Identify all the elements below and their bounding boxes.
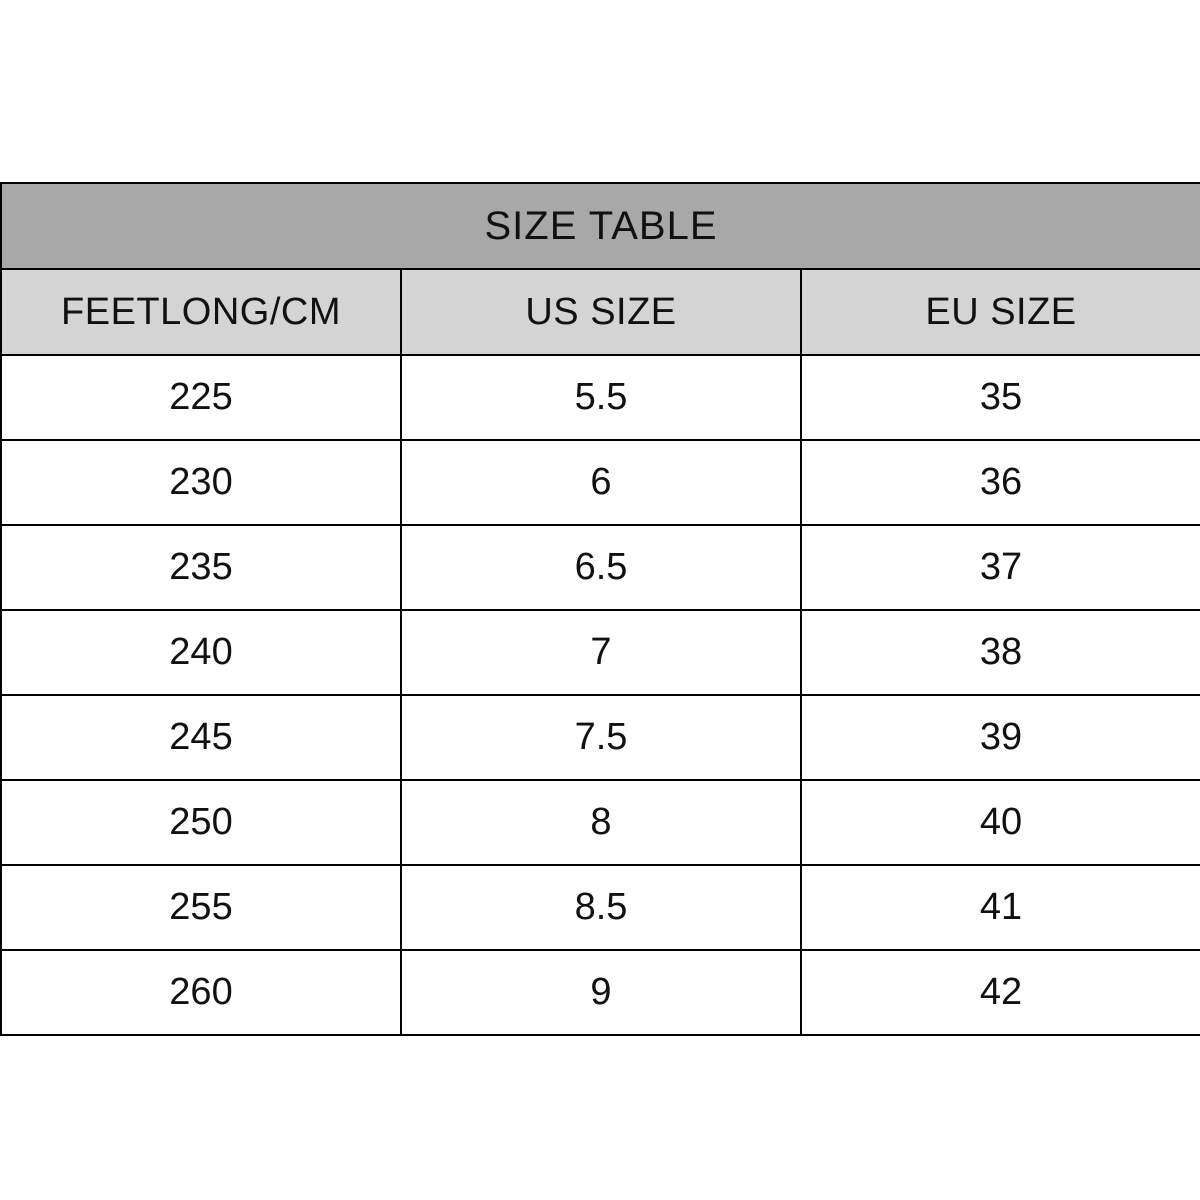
cell-feetlong-cm: 240 bbox=[1, 610, 401, 695]
column-header-eu-size: EU SIZE bbox=[801, 269, 1200, 355]
table-title-row bbox=[1, 183, 1200, 269]
cell-us-size: 6 bbox=[401, 440, 801, 525]
cell-eu-size: 41 bbox=[801, 865, 1200, 950]
cell-eu-size: 36 bbox=[801, 440, 1200, 525]
cell-eu-size: 42 bbox=[801, 950, 1200, 1035]
column-header-feetlong-cm: FEETLONG/CM bbox=[1, 269, 401, 355]
cell-us-size: 6.5 bbox=[401, 525, 801, 610]
cell-feetlong-cm: 235 bbox=[1, 525, 401, 610]
table-row bbox=[1, 865, 1200, 950]
table-row bbox=[1, 440, 1200, 525]
cell-eu-size: 39 bbox=[801, 695, 1200, 780]
cell-us-size: 7 bbox=[401, 610, 801, 695]
table-row bbox=[1, 525, 1200, 610]
cell-feetlong-cm: 255 bbox=[1, 865, 401, 950]
cell-us-size: 9 bbox=[401, 950, 801, 1035]
cell-feetlong-cm: 245 bbox=[1, 695, 401, 780]
table-row bbox=[1, 780, 1200, 865]
column-header-us-size: US SIZE bbox=[401, 269, 801, 355]
cell-eu-size: 37 bbox=[801, 525, 1200, 610]
table-header-row bbox=[1, 269, 1200, 355]
cell-eu-size: 40 bbox=[801, 780, 1200, 865]
cell-us-size: 7.5 bbox=[401, 695, 801, 780]
table-row bbox=[1, 610, 1200, 695]
cell-eu-size: 35 bbox=[801, 355, 1200, 440]
cell-feetlong-cm: 250 bbox=[1, 780, 401, 865]
cell-feetlong-cm: 260 bbox=[1, 950, 401, 1035]
table-row bbox=[1, 695, 1200, 780]
table-row bbox=[1, 950, 1200, 1035]
cell-eu-size: 38 bbox=[801, 610, 1200, 695]
size-table bbox=[0, 182, 1200, 1036]
cell-feetlong-cm: 225 bbox=[1, 355, 401, 440]
cell-us-size: 8.5 bbox=[401, 865, 801, 950]
cell-us-size: 8 bbox=[401, 780, 801, 865]
cell-us-size: 5.5 bbox=[401, 355, 801, 440]
table-row bbox=[1, 355, 1200, 440]
page-title: SIZE TABLE bbox=[1, 183, 1200, 269]
size-table-container bbox=[0, 182, 1200, 1036]
cell-feetlong-cm: 230 bbox=[1, 440, 401, 525]
